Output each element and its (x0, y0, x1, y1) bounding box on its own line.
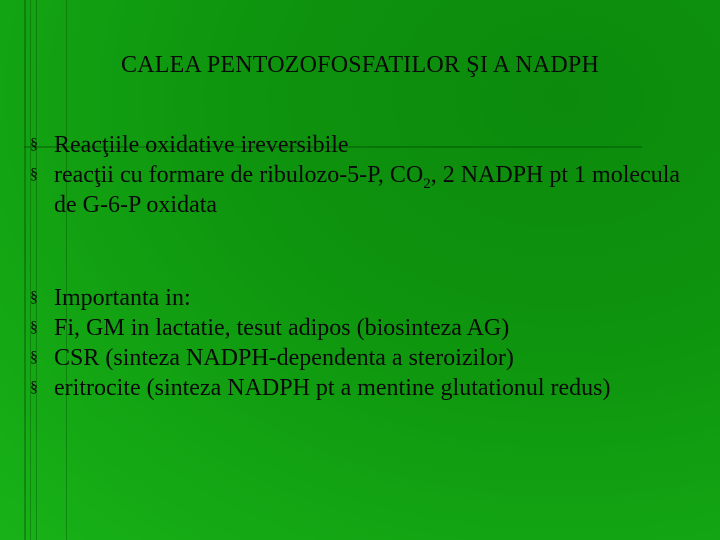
bullet-item (30, 313, 690, 343)
bullet-text: Importanta in: (54, 285, 191, 311)
bullet-marker: § (30, 289, 38, 306)
bullet-marker: § (30, 166, 38, 183)
bullet-marker: § (30, 379, 38, 396)
bullet-item (30, 283, 690, 313)
slide-title: CALEA PENTOZOFOSFATILOR ŞI A NADPH (121, 52, 599, 78)
decorative-line-3 (36, 0, 37, 540)
decorative-line-1 (24, 0, 26, 540)
bullet-marker: § (30, 349, 38, 366)
bullet-marker: § (30, 319, 38, 336)
bullet-item (30, 343, 690, 373)
bullet-marker: § (30, 136, 38, 153)
bullet-item (30, 160, 690, 220)
bullet-text: Fi, GM in lactatie, tesut adipos (biosinteza AG) (54, 315, 510, 341)
bullet-list-1 (30, 130, 690, 220)
decorative-line-2 (30, 0, 31, 540)
bullet-text: Reacţiile oxidative ireversibile (54, 132, 349, 158)
bullet-text-part: , 2 NADPH pt 1 molecula de G-6-P oxidata (54, 162, 681, 218)
bullet-text: eritrocite (sinteza NADPH pt a mentine glutationul redus) (54, 375, 611, 401)
bullet-item (30, 373, 690, 403)
subscript: 2 (423, 175, 431, 192)
bullet-text-part: reacţii cu formare de ribulozo-5-P, CO (54, 162, 424, 188)
bullet-item (30, 130, 690, 160)
decorative-line-4 (66, 0, 67, 540)
bullet-text: CSR (sinteza NADPH-dependenta a steroizilor) (54, 345, 514, 371)
bullet-list-2 (30, 283, 690, 403)
